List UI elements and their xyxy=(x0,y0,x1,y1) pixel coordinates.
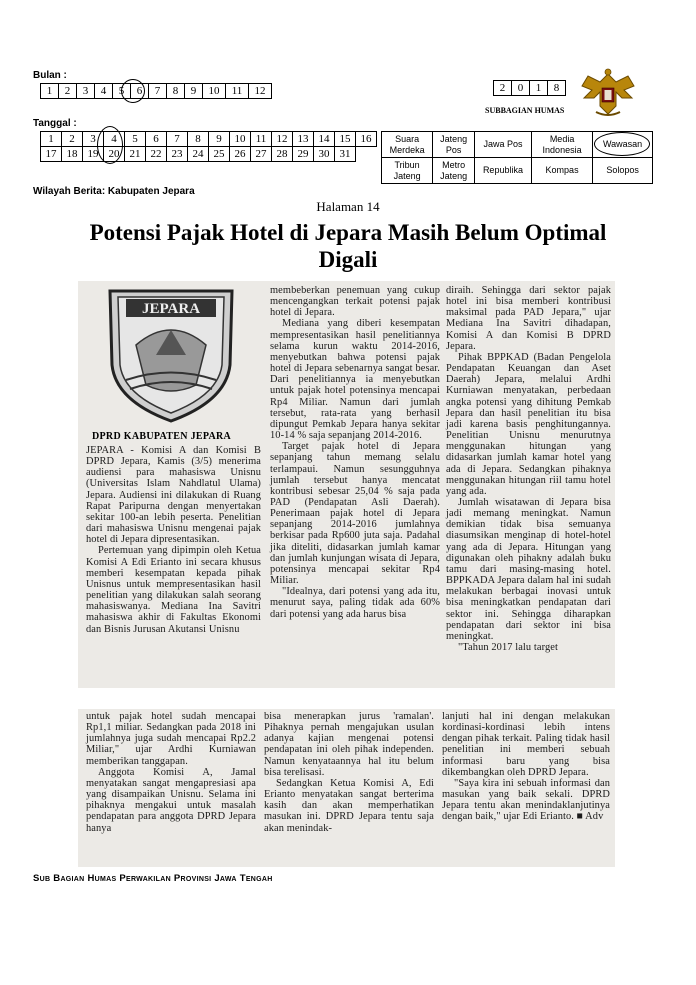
grid-cell: 16 xyxy=(356,132,377,147)
grid-cell: 24 xyxy=(188,147,209,162)
grid-cell: 22 xyxy=(146,147,167,162)
grid-cell: 10 xyxy=(203,84,226,99)
grid-cell: 3 xyxy=(83,132,104,147)
grid-cell: 0 xyxy=(512,81,530,96)
media-cell: Republika xyxy=(474,158,531,184)
paragraph: Sedangkan Ketua Komisi A, Edi Erianto menyatakan sangat berterima kasih dan akan memperhatikan masukan ini. DPRD Jepara tentu saja akan menindak- xyxy=(264,777,434,834)
grid-cell: 7 xyxy=(167,132,188,147)
paragraph: lanjuti hal ini dengan melakukan kordinasi-kordinasi lebih intens dengan pihak terkait. Paling tidak hasil penelitian ini memberi sebuah informasi baru yang bisa dikembangkan oleh DPRD Jepara. xyxy=(442,711,610,778)
article-column-1 xyxy=(86,445,261,635)
grid-cell: 4 xyxy=(104,132,125,147)
page-number: Halaman 14 xyxy=(316,199,380,214)
grid-cell: 6 xyxy=(146,132,167,147)
paragraph: untuk pajak hotel sudah mencapai Rp1,1 miliar. Sedangkan pada 2018 ini jumlahnya juga sudah mencapai Rp2.2 Miliar," ujar Ardhi Kurniawan memberikan tanggapan. xyxy=(86,711,256,767)
paragraph: JEPARA - Komisi A dan Komisi B DPRD Jepara, Kamis (3/5) menerima audiensi para mahasiswa Unisnu (Universitas Islam Nahdlatul Ulama) Jepara. Audiensi ini dilakukan di Ruang Rapat Paripurna dengan menyertakan sekitar 100-an lebih peserta. Penelitian dari mahasiswa Unisnu mengenai pajak hotel di Jepara dipresentasikan. xyxy=(86,445,261,546)
bulan-label: Bulan : xyxy=(33,70,67,81)
grid-cell: 28 xyxy=(272,147,293,162)
media-cell: Metro Jateng xyxy=(433,158,475,184)
media-cell: Suara Merdeka xyxy=(382,132,433,158)
media-cell: Wawasan xyxy=(593,132,653,158)
grid-cell: 4 xyxy=(95,84,113,99)
media-cell: Media Indonesia xyxy=(531,132,592,158)
media-cell: Jateng Pos xyxy=(433,132,475,158)
paragraph: membeberkan penemuan yang cukup mencengangkan terkait potensi pajak hotel di Jepara. xyxy=(270,285,440,319)
grid-cell: 2 xyxy=(494,81,512,96)
selected-date-circle xyxy=(97,126,123,164)
grid-cell: 1 xyxy=(41,84,59,99)
grid-cell: 9 xyxy=(185,84,203,99)
grid-cell: 17 xyxy=(41,147,62,162)
grid-cell: 13 xyxy=(293,132,314,147)
grid-cell: 1 xyxy=(530,81,548,96)
grid-cell: 21 xyxy=(125,147,146,162)
grid-cell: 2 xyxy=(62,132,83,147)
paragraph: Pihak BPPKAD (Badan Pengelola Pendapatan Keuangan dan Aset Daerah) Jepara, melalui Ardhi Kurniawan menyatakan, perbedaan angka potensi yang dihitung Pemkab Jepara dan hasil penelitian itu bisa jadi karena basis penghitungannya. Penelitian Unisnu menurutnya menggunakan hitungan yang didasarkan jumlah kamar hotel yang ada di Jepara. Sedangkan pihaknya menggunakan hitungan riil tamu hotel yang ada. xyxy=(446,351,611,497)
month-grid xyxy=(40,83,272,99)
garuda-emblem-icon xyxy=(578,68,638,120)
footer-text: Sub Bagian Humas Perwakilan Provinsi Jawa Tengah xyxy=(33,873,273,884)
article-column-3 xyxy=(446,285,611,653)
article-column-4 xyxy=(86,711,256,834)
paragraph: "Tahun 2017 lalu target xyxy=(458,642,558,653)
article-column-6 xyxy=(442,711,610,823)
grid-cell: 11 xyxy=(251,132,272,147)
grid-cell: 26 xyxy=(230,147,251,162)
grid-cell: 15 xyxy=(335,132,356,147)
media-cell: Solopos xyxy=(593,158,653,184)
media-cell: Tribun Jateng xyxy=(382,158,433,184)
tanggal-label: Tanggal : xyxy=(33,118,77,129)
article-column-5 xyxy=(264,711,434,834)
department-label: SUBBAGIAN HUMAS xyxy=(485,106,565,115)
grid-cell: 29 xyxy=(293,147,314,162)
paragraph: Pertemuan yang dipimpin oleh Ketua Komisi A Edi Erianto ini secara khusus memberi kesempatan kepada pihak Unisnus untuk mempresentasikan hasil penelitian yang dilakukan salah seorang mahasiswanya. Mediana Ina Savitri mahasiswa akhir di Fakultas Ekonomi dan Bisnis Jurusan Akutansi Unisnu xyxy=(86,545,261,635)
paragraph: Anggota Komisi A, Jamal menyatakan sangat mengapresiasi apa yang disampaikan Unisnu. Selama ini pihaknya mengakui untuk masalah pendapatan para anggota DPRD Jepara hanya xyxy=(86,766,256,834)
dprd-jepara-logo-icon xyxy=(96,285,246,425)
grid-cell: 25 xyxy=(209,147,230,162)
grid-cell: 11 xyxy=(226,84,249,99)
paragraph: Mediana yang diberi kesempatan mempresentasikan hasil penelitiannya selama kurun waktu 2014-2016, menyebutkan bahwa potensi pajak hotel di Jepara sebenarnya sangat besar. Dari penelitiannya ia menyebutkan untuk pajak hotel potensinya mencapai Rp4 Miliar. Namun dari jumlah tersebut, rata-rata yang berhasil dipungut Pemkab Jepara hanya sekitar 10-14 % saja sepanjang 2014-2016. xyxy=(270,318,440,442)
selected-month-circle xyxy=(121,79,145,103)
grid-cell: 12 xyxy=(272,132,293,147)
media-cell: Kompas xyxy=(531,158,592,184)
grid-cell: 31 xyxy=(335,147,356,162)
grid-cell: 8 xyxy=(188,132,209,147)
logo-text: JEPARA xyxy=(141,301,201,317)
year-grid xyxy=(493,80,566,96)
grid-cell: 27 xyxy=(251,147,272,162)
grid-cell: 8 xyxy=(548,81,566,96)
grid-cell: 20 xyxy=(104,147,125,162)
grid-cell: 1 xyxy=(41,132,62,147)
newspaper-clipping-bottom xyxy=(78,709,615,867)
grid-cell: 14 xyxy=(314,132,335,147)
paragraph: bisa menerapkan jurus 'ramalan'. Pihaknya pernah mengajukan usulan adanya kajian mengenai potensi pendapatan ini oleh pihak independen. Namun kenyataannya hal itu belum bisa terelisasi. xyxy=(264,711,434,778)
grid-cell: 6 xyxy=(131,84,149,99)
newspaper-clipping-top xyxy=(78,281,615,688)
grid-cell: 18 xyxy=(62,147,83,162)
grid-cell: 3 xyxy=(77,84,95,99)
selected-media-circle xyxy=(594,132,650,156)
grid-cell: 23 xyxy=(167,147,188,162)
grid-cell: 8 xyxy=(167,84,185,99)
grid-cell: 5 xyxy=(125,132,146,147)
grid-cell: 9 xyxy=(209,132,230,147)
grid-cell: 7 xyxy=(149,84,167,99)
grid-cell: 30 xyxy=(314,147,335,162)
paragraph: "Saya kira ini sebuah informasi dan masukan yang baik sekali. DPRD Jepara tentu akan menindaklanjutinya dengan baik," ujar Edi Erianto. ■ Adv xyxy=(442,777,610,823)
grid-cell: 2 xyxy=(59,84,77,99)
media-cell: Jawa Pos xyxy=(474,132,531,158)
paragraph: Target pajak hotel di Jepara sepanjang tahun memang selalu terlampaui. Namun sesungguhnya jumlah tersebut hanya mencatat kontribusi sebesar 25,04 % saja pada PAD (Pendapatan Asli Daerah). Penerimaan pajak hotel di Jepara sepanjang 2014-2016 jumlahnya berkisar pada Rp600 juta saja. Padahal jika diteliti, didasarkan jumlah kamar dan jumlah kunjungan wisata di Jepara, potensinya mencapai sekitar Rp4 Miliar. xyxy=(270,441,440,587)
date-grid xyxy=(40,131,377,162)
grid-cell: 12 xyxy=(249,84,272,99)
paragraph: diraih. Sehingga dari sektor pajak hotel ini bisa memberi kontribusi maksimal pada PAD Jepara," ujar Mediana Ina Savitri dihadapan, Komisi A dan Komisi B DPRD Jepara. xyxy=(446,285,611,352)
paragraph: "Idealnya, dari potensi yang ada itu, menurut saya, paling tidak ada 60% dari potensi yang ada harus bisa xyxy=(270,586,440,620)
article-column-2 xyxy=(270,285,440,620)
grid-cell: 5 xyxy=(113,84,131,99)
grid-cell: 10 xyxy=(230,132,251,147)
paragraph: Jumlah wisatawan di Jepara bisa jadi memang meningkat. Namun demikian tidak bisa semuanya diasumsikan menginap di hotel-hotel yang ada di Jepara. Hitungan yang digunakan oleh pihakny adalah buku tamu dari masing-masing hotel. BPPKADA Jepara dalam hal ini sudah melakukan berbagai inovasi untuk bisa meningkatkan pendapatan dari sektor ini. Sehingga diharapkan pendapatan dari sektor ini bisa meningkat. xyxy=(446,496,611,642)
article-title: Potensi Pajak Hotel di Jepara Masih Belum Optimal Digali xyxy=(89,220,607,272)
wilayah-berita: Wilayah Berita: Kabupaten Jepara xyxy=(33,186,195,197)
logo-caption: DPRD KABUPATEN JEPARA xyxy=(92,431,232,442)
grid-cell: 19 xyxy=(83,147,104,162)
